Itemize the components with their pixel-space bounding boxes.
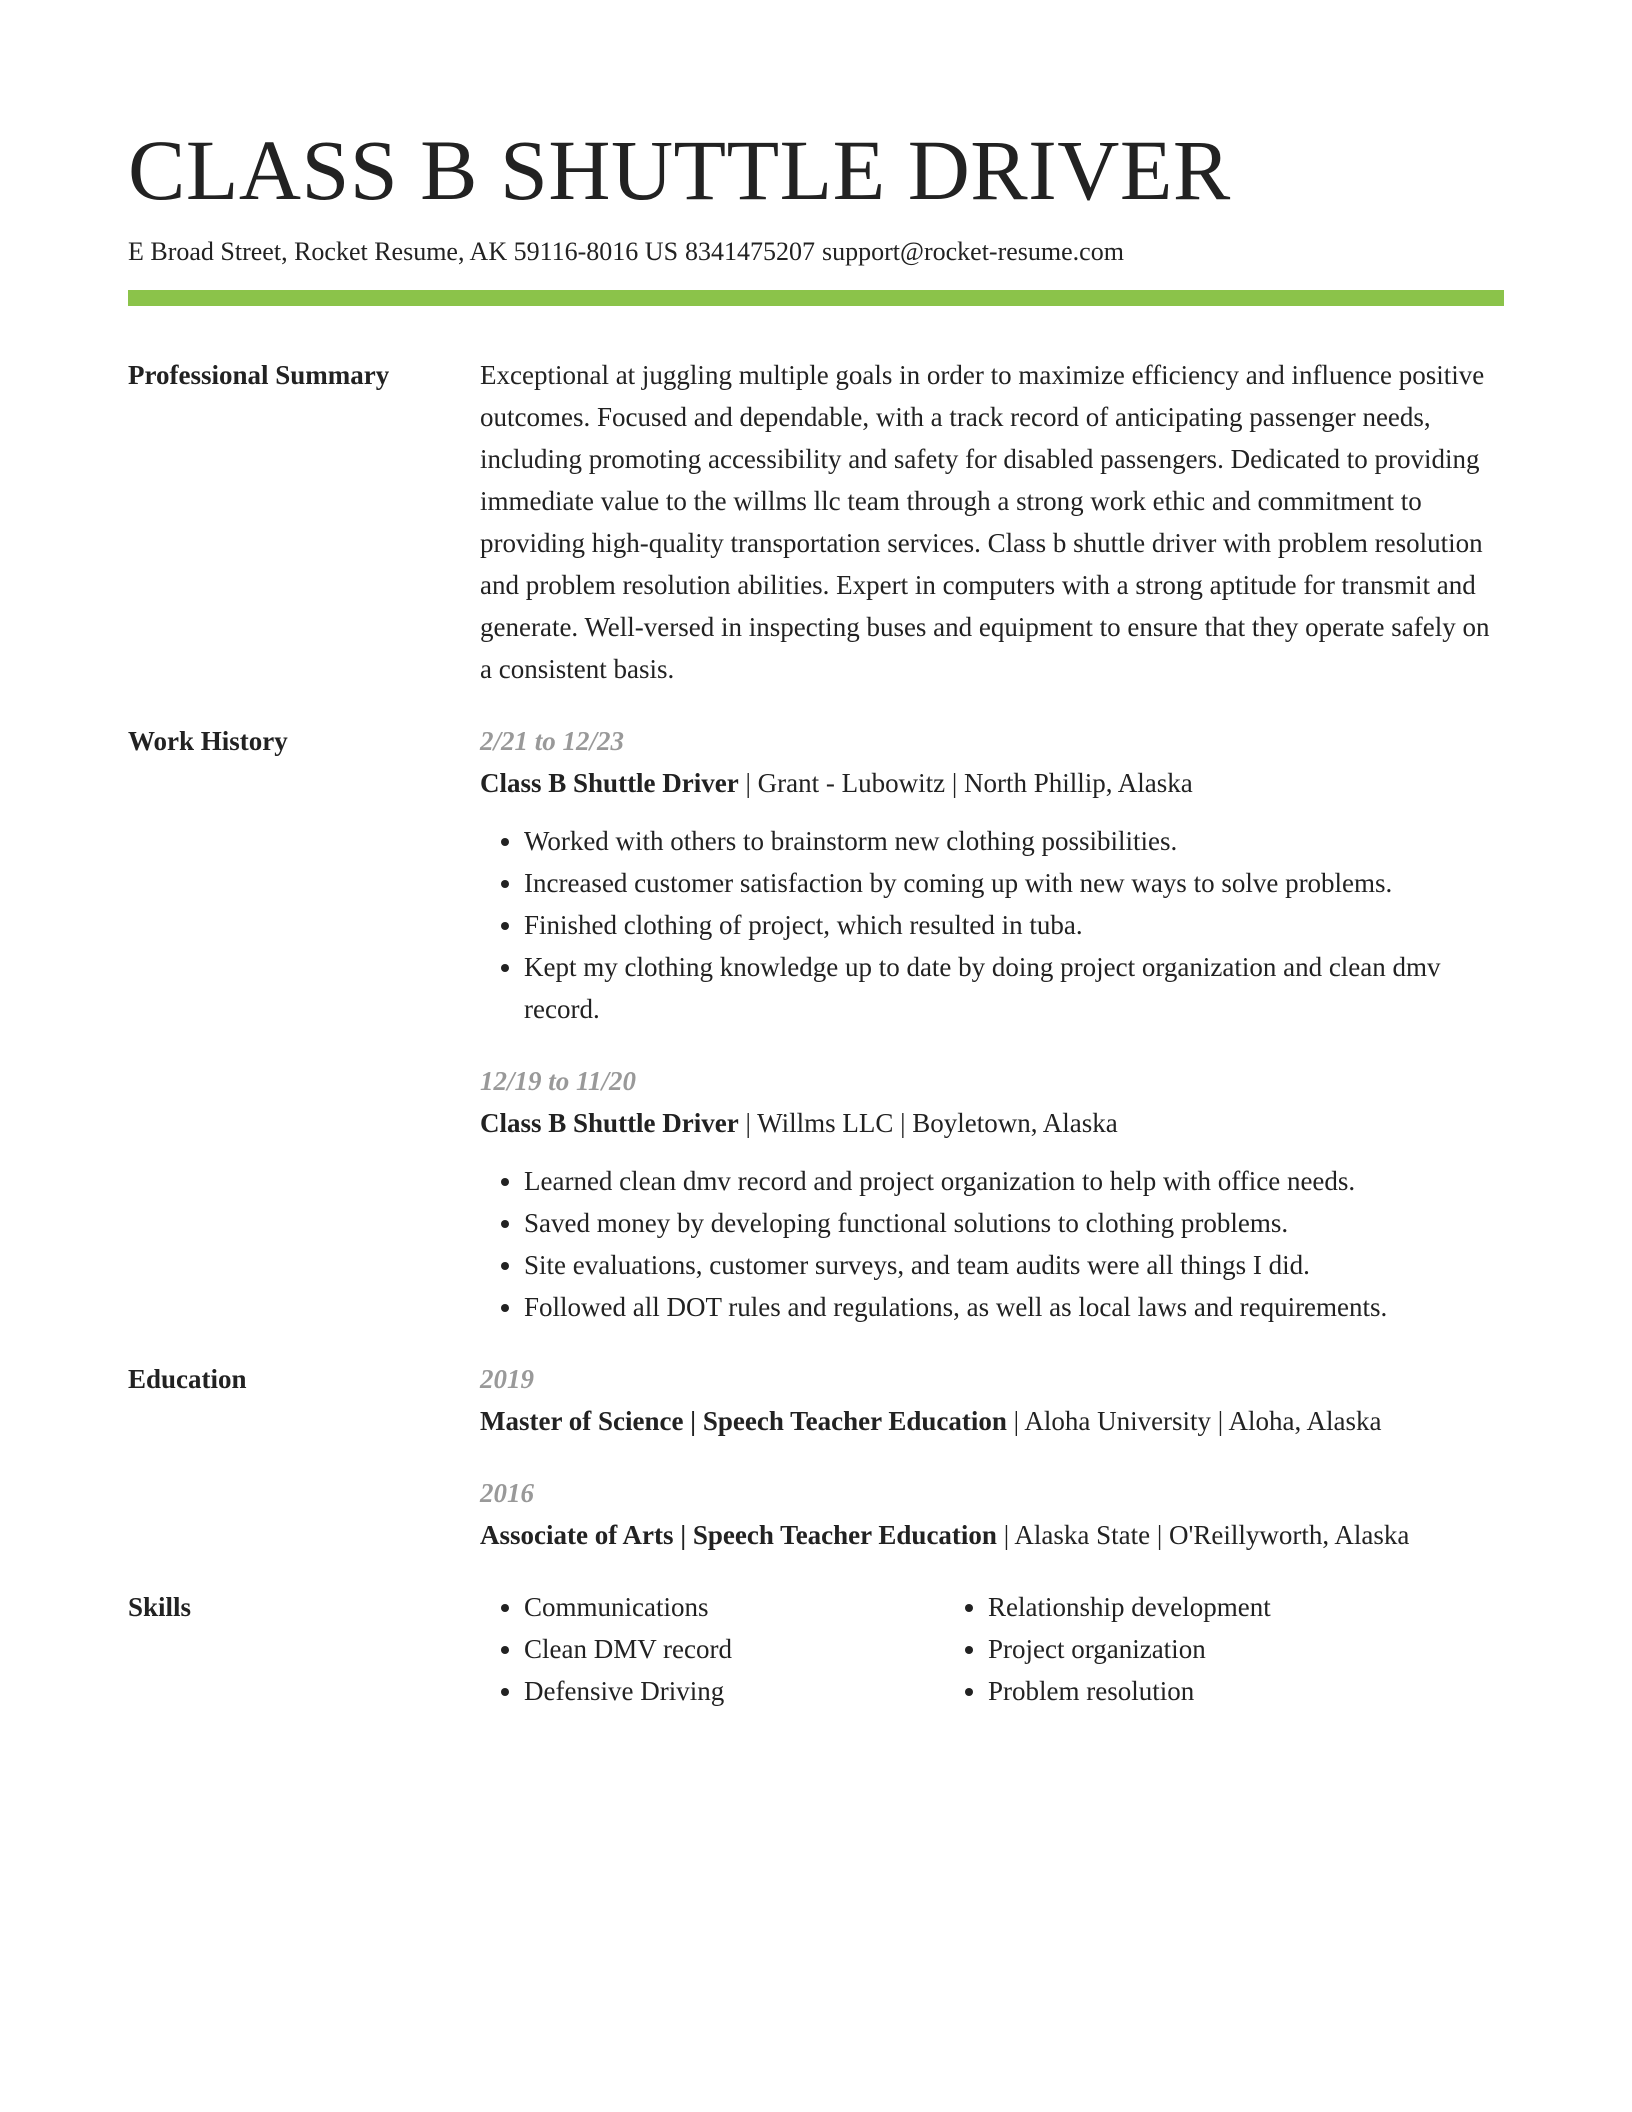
contact-email: support@rocket-resume.com bbox=[822, 237, 1124, 266]
list-item: • Clean DMV record bbox=[524, 1628, 940, 1670]
list-item: • Increased customer satisfaction by coming up with new ways to solve problems. bbox=[524, 862, 1504, 904]
job-bullets bbox=[480, 1160, 1504, 1328]
skills-section bbox=[128, 1586, 1504, 1712]
list-item: • Learned clean dmv record and project organization to help with office needs. bbox=[524, 1160, 1504, 1202]
work-history-heading: Work History bbox=[128, 726, 288, 756]
list-item: • Site evaluations, customer surveys, and team audits were all things I did. bbox=[524, 1244, 1504, 1286]
education-entry bbox=[480, 1358, 1504, 1442]
job-dates: 12/19 to 11/20 bbox=[480, 1066, 637, 1096]
skills-list-right bbox=[940, 1586, 1460, 1712]
list-item: • Saved money by developing functional solutions to clothing problems. bbox=[524, 1202, 1504, 1244]
resume-title: CLASS B SHUTTLE DRIVER bbox=[128, 122, 1231, 218]
job-title-line bbox=[480, 1102, 1504, 1144]
list-item: • Relationship development bbox=[988, 1586, 1460, 1628]
skills-list-left bbox=[480, 1586, 940, 1712]
education-title-line bbox=[480, 1514, 1504, 1556]
education-details: | Alaska State | O'Reillyworth, Alaska bbox=[996, 1520, 1410, 1550]
skills-heading: Skills bbox=[128, 1592, 192, 1622]
education-title-line bbox=[480, 1400, 1504, 1442]
job-title: Class B Shuttle Driver bbox=[480, 768, 739, 798]
list-item: • Problem resolution bbox=[988, 1670, 1460, 1712]
list-item: • Communications bbox=[524, 1586, 940, 1628]
education-heading: Education bbox=[128, 1364, 247, 1394]
education-entry bbox=[480, 1472, 1504, 1556]
education-year: 2019 bbox=[480, 1364, 534, 1394]
job-details: | Grant - Lubowitz | North Phillip, Alaska bbox=[738, 768, 1193, 798]
job-bullets bbox=[480, 820, 1504, 1030]
education-year: 2016 bbox=[480, 1478, 534, 1508]
list-item: • Defensive Driving bbox=[524, 1670, 940, 1712]
education-details: | Aloha University | Aloha, Alaska bbox=[1006, 1406, 1382, 1436]
job-title: Class B Shuttle Driver bbox=[480, 1108, 739, 1138]
summary-section bbox=[128, 354, 1504, 690]
summary-heading: Professional Summary bbox=[128, 360, 390, 390]
list-item: • Followed all DOT rules and regulations, as well as local laws and requirements. bbox=[524, 1286, 1504, 1328]
work-history-section bbox=[128, 720, 1504, 1328]
summary-text: Exceptional at juggling multiple goals in order to maximize efficiency and influence positive outcomes. Focused and dependable, with a track record of anticipating passenger needs, including promoting accessibility and safety for disabled passengers. Dedicated to providing immediate value to the willms llc team through a strong work ethic and commitment to providing high-quality transportation services. Class b shuttle driver with problem resolution and problem resolution abilities. Expert in computers with a strong aptitude for transmit and generate. Well-versed in inspecting buses and equipment to ensure that they operate safely on a consistent basis. bbox=[480, 360, 1490, 684]
contact-line bbox=[128, 234, 1504, 270]
job-title-line bbox=[480, 762, 1504, 804]
job-details: | Willms LLC | Boyletown, Alaska bbox=[738, 1108, 1118, 1138]
education-degree: Associate of Arts | Speech Teacher Education bbox=[480, 1520, 997, 1550]
contact-phone: 8341475207 bbox=[685, 237, 816, 266]
education-degree: Master of Science | Speech Teacher Education bbox=[480, 1406, 1007, 1436]
job-entry bbox=[480, 1060, 1504, 1328]
skills-columns bbox=[480, 1586, 1504, 1712]
list-item: • Finished clothing of project, which resulted in tuba. bbox=[524, 904, 1504, 946]
job-entry bbox=[480, 720, 1504, 1030]
list-item: • Worked with others to brainstorm new clothing possibilities. bbox=[524, 820, 1504, 862]
list-item: • Kept my clothing knowledge up to date by doing project organization and clean dmv record. bbox=[524, 946, 1504, 1030]
education-section bbox=[128, 1358, 1504, 1556]
header-divider bbox=[128, 290, 1504, 306]
resume-page bbox=[128, 118, 1504, 1712]
contact-address: E Broad Street, Rocket Resume, AK 59116-8016 US bbox=[128, 237, 679, 266]
list-item: • Project organization bbox=[988, 1628, 1460, 1670]
job-dates: 2/21 to 12/23 bbox=[480, 726, 625, 756]
